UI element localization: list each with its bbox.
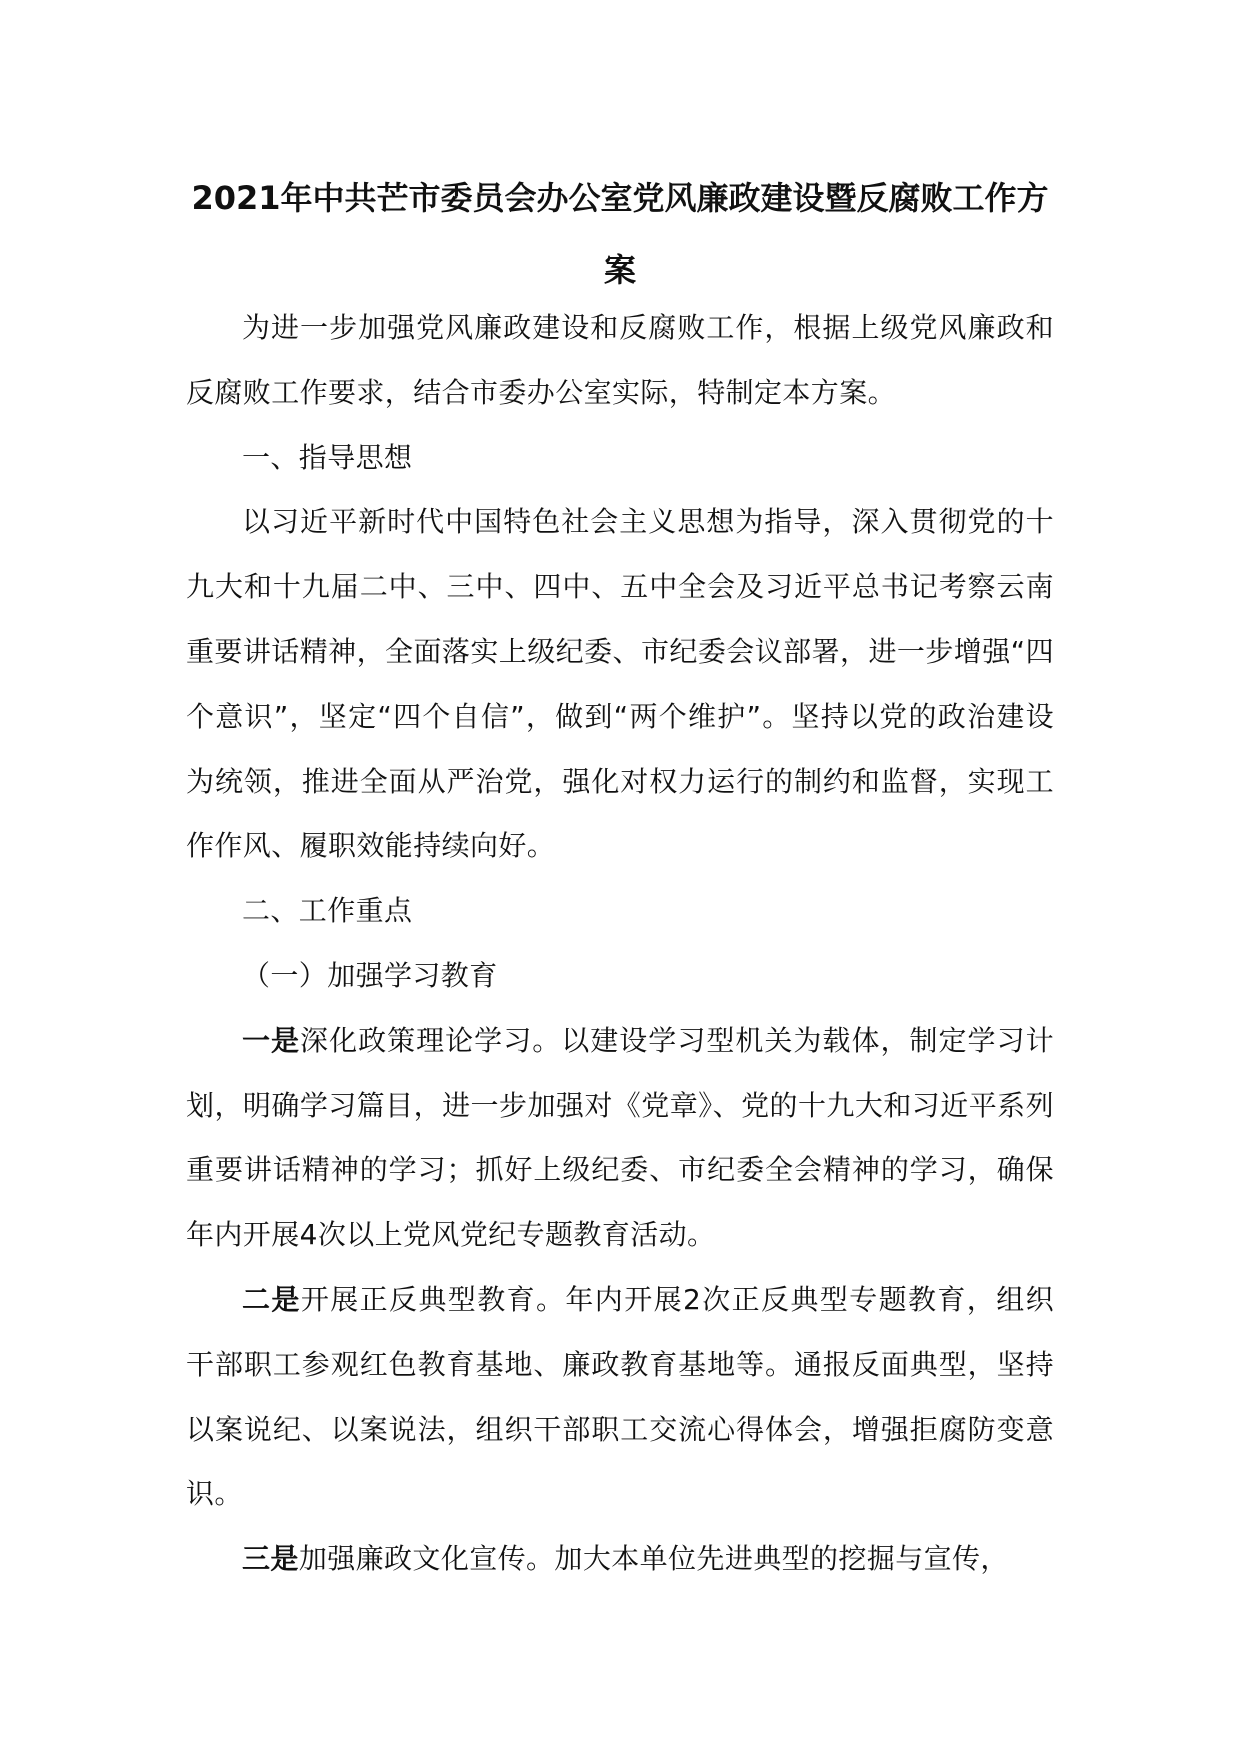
guiding-ideology-paragraph: 以习近平新时代中国特色社会主义思想为指导，深入贯彻党的十九大和十九届二中、三中、四中、五中全会及习近平总书记考察云南重要讲话精神，全面落实上级纪委、市纪委会议部署，进一步增强“四个意识”，坚定“四个自信”，做到“两个维护”。坚持以党的政治建设为统领，推进全面从严治党，强化对权力运行的制约和监督，实现工作作风、履职效能持续向好。	[186, 505, 1054, 863]
section-heading-guiding-ideology: 一、指导思想	[242, 440, 413, 474]
document-title: 2021年中共芒市委员会办公室党风廉政建设暨反腐败工作方案	[191, 179, 1049, 289]
item-1-lead: 一是	[242, 1023, 301, 1057]
item-2-lead: 二是	[242, 1282, 301, 1316]
item-3-text: 加强廉政文化宣传。加大本单位先进典型的挖掘与宣传，	[298, 1542, 1009, 1576]
item-paragraph-1	[186, 1009, 1054, 1268]
section-heading-work-focus: 二、工作重点	[242, 894, 413, 928]
item-paragraph-2	[186, 1268, 1054, 1527]
item-1-text: 深化政策理论学习。以建设学习型机关为载体，制定学习计划，明确学习篇目，进一步加强对《党章》、党的十九大和习近平系列重要讲话精神的学习；抓好上级纪委、市纪委全会精神的学习，确保年内开展4次以上党风党纪专题教育活动。	[186, 1023, 1054, 1252]
document-body	[186, 296, 1054, 1592]
item-2-text: 开展正反典型教育。年内开展2次正反典型专题教育，组织干部职工参观红色教育基地、廉政教育基地等。通报反面典型，坚持以案说纪、以案说法，组织干部职工交流心得体会，增强拒腐防变意识。	[186, 1282, 1055, 1511]
subsection-heading-study-education: （一）加强学习教育	[242, 958, 498, 992]
item-3-lead: 三是	[242, 1542, 299, 1576]
intro-paragraph: 为进一步加强党风廉政建设和反腐败工作，根据上级党风廉政和反腐败工作要求，结合市委办公室实际，特制定本方案。	[186, 311, 1054, 409]
item-paragraph-3	[186, 1527, 1054, 1592]
